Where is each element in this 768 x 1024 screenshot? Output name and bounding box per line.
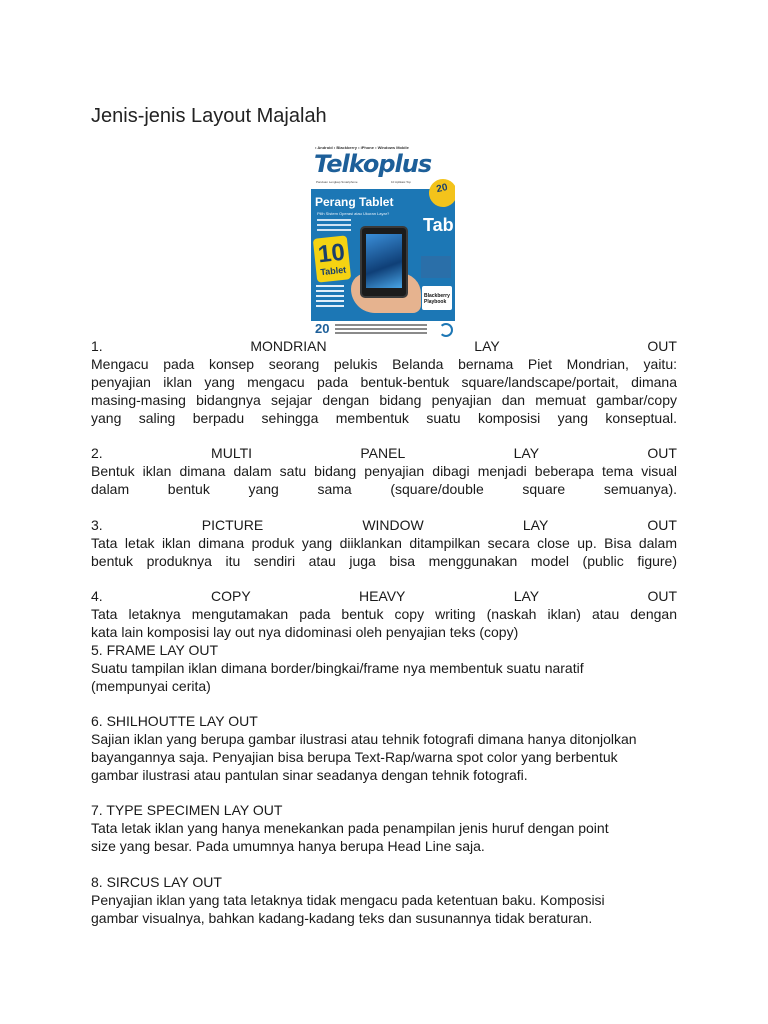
item-text-line: Tata letak iklan dimana produk yang diiklankan ditampilkan secara close up. Bisa dalam <box>91 535 677 551</box>
heading-word: OUT <box>647 338 677 354</box>
layout-item-3 <box>91 516 677 570</box>
heading-word: 3. <box>91 517 103 533</box>
cover-headline-sub: Pilih Sistem Operasi atau Ukuran Layar? <box>317 211 390 216</box>
cover-bottom-text <box>335 324 427 336</box>
heading-word: PICTURE <box>201 517 264 533</box>
item-text-line: Mengacu pada konsep seorang pelukis Belanda bernama Piet Mondrian, yaitu: <box>91 356 677 372</box>
layout-item-1 <box>91 337 677 427</box>
item-text-line: Penyajian iklan yang tata letaknya tidak mengacu pada ketentuan baku. Komposisi <box>91 892 605 908</box>
heading-word: WINDOW <box>362 517 424 533</box>
heading-word: 1. <box>91 338 103 354</box>
cover-blackberry-label: Blackberry Playbook <box>424 293 450 305</box>
item-heading: 5. FRAME LAY OUT <box>91 642 219 658</box>
layout-item-4 <box>91 587 677 695</box>
layout-item-7 <box>91 801 677 855</box>
heading-word: PANEL <box>360 445 406 461</box>
cover-tablet-screen <box>366 234 402 288</box>
heading-word: OUT <box>647 588 677 604</box>
item-text-line: bayangannya saja. Penyajian bisa berupa Text-Rap/warna spot color yang berbentuk <box>91 749 618 765</box>
item-text-line: bentuk produknya itu sendiri atau juga bisa menggunakan model (public figure) <box>91 553 677 569</box>
cover-subtitle-right: 10 Aplikasi Top <box>391 180 411 184</box>
cover-badge-20: 20 <box>426 176 455 209</box>
heading-word: COPY <box>210 588 251 604</box>
item-heading: 7. TYPE SPECIMEN LAY OUT <box>91 802 283 818</box>
cover-badge-10-number: 10 <box>316 238 347 269</box>
heading-word: OUT <box>647 445 677 461</box>
item-text-line: gambar ilustrasi atau pantulan sinar seadanya dengan tehnik fotografi. <box>91 767 528 783</box>
item-text-line: Bentuk iklan dimana dalam satu bidang penyajian dibagi menjadi beberapa tema visual <box>91 463 677 479</box>
heading-word: MULTI <box>211 445 253 461</box>
item-text-line: Tata letaknya mengutamakan pada bentuk copy writing (naskah iklan) atau dengan <box>91 606 677 622</box>
cover-publisher-logo-icon <box>439 323 453 337</box>
cover-left-list <box>316 285 344 310</box>
item-text-line: masing-masing bidangnya sejajar dengan bidang penyajian dan memuat gambar/copy <box>91 392 677 408</box>
item-heading: 6. SHILHOUTTE LAY OUT <box>91 713 258 729</box>
layout-item-8 <box>91 873 677 927</box>
item-heading <box>91 444 677 462</box>
cover-promo-box <box>421 256 451 278</box>
item-text-line: penyajian iklan yang mengacu pada bentuk-bentuk square/landscape/portait, dimana <box>91 374 677 390</box>
cover-badge-10-text: Tablet <box>319 264 347 278</box>
heading-word: LAY <box>522 517 549 533</box>
item-text-line: dalam bentuk yang sama (square/double square semuanya). <box>91 481 677 497</box>
item-text-line: Tata letak iklan yang hanya menekankan pada penampilan jenis huruf dengan point <box>91 820 609 836</box>
cover-badge-10 <box>313 235 351 282</box>
cover-subtitle-left: Panduan Lengkap Smartphone <box>316 180 358 184</box>
heading-word: HEAVY <box>358 588 406 604</box>
cover-brand-logo: Telkoplus <box>314 150 432 178</box>
cover-bottom-number: 20 <box>315 321 330 336</box>
heading-word: MONDRIAN <box>250 338 327 354</box>
item-heading <box>91 516 677 534</box>
layout-item-2 <box>91 444 677 498</box>
cover-headline: Perang Tablet <box>315 195 394 209</box>
magazine-cover-image <box>311 143 455 337</box>
item-text-line: yang saling berpadu sehingga membentuk suatu komposisi yang konseptual. <box>91 410 677 426</box>
item-text-line: size yang besar. Pada umumnya hanya berupa Head Line saja. <box>91 838 485 854</box>
item-heading <box>91 337 677 355</box>
item-heading <box>91 587 677 605</box>
heading-word: OUT <box>647 517 677 533</box>
heading-word: LAY <box>513 588 540 604</box>
item-text-line: (mempunyai cerita) <box>91 678 211 694</box>
item-text-line: kata lain komposisi lay out nya didominasi oleh penyajian teks (copy) <box>91 624 519 640</box>
cover-bullet-lines <box>317 219 351 234</box>
heading-word: 4. <box>91 588 103 604</box>
cover-tab-label: Tab <box>423 215 454 235</box>
item-text-line: Sajian iklan yang berupa gambar ilustrasi atau tehnik fotografi dimana hanya ditonjolkan <box>91 731 637 747</box>
item-text-line: Suatu tampilan iklan dimana border/bingkai/frame nya membentuk suatu naratif <box>91 660 584 676</box>
heading-word: 2. <box>91 445 103 461</box>
layout-item-6 <box>91 712 677 784</box>
item-heading: 8. SIRCUS LAY OUT <box>91 874 222 890</box>
heading-word: LAY <box>513 445 540 461</box>
item-text-line: gambar visualnya, bahkan kadang-kadang teks dan susunannya tidak beraturan. <box>91 910 593 926</box>
page-title: Jenis-jenis Layout Majalah <box>91 105 327 127</box>
cover-tablet-illustration <box>360 226 408 298</box>
cover-topline: • Android • Blackberry • iPhone • Windows Mobile <box>315 145 409 150</box>
heading-word: LAY <box>474 338 500 354</box>
